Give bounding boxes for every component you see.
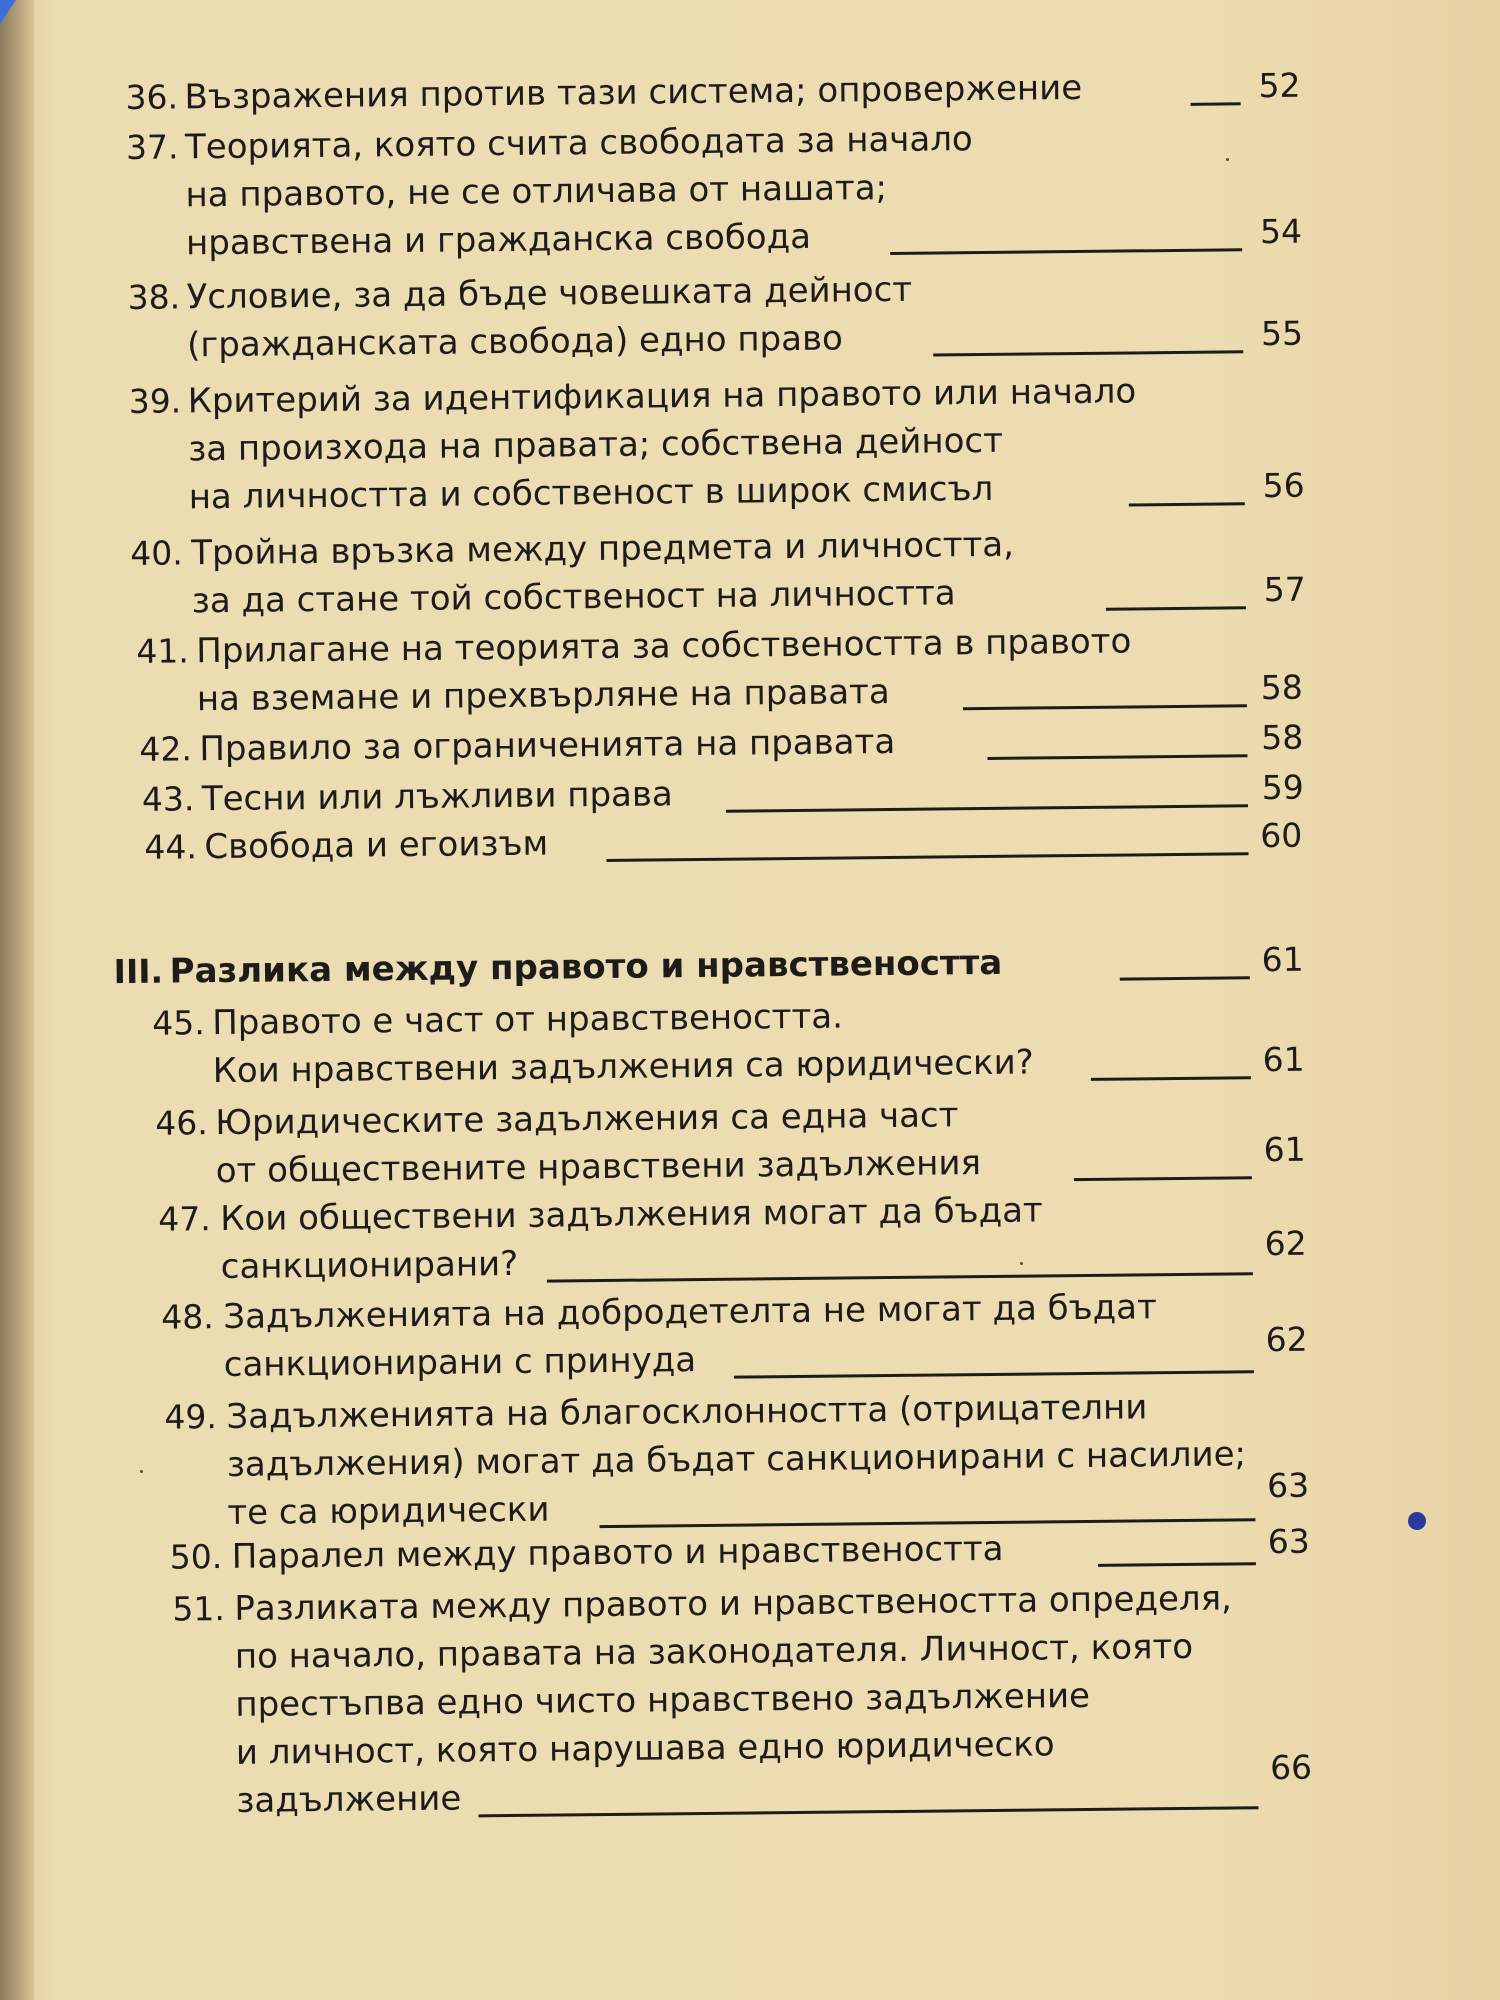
page-number: 55: [1260, 313, 1304, 354]
entry-title: Теорията, която счита свободата за начало на правото, не се отличава от нашата; нравствена и гражданска свобода: [184, 119, 973, 264]
entry-title: Възражения против тази система; опровержение: [184, 67, 1083, 118]
entry-number: 37.: [125, 127, 179, 167]
entry-title: Правило за ограниченията на правата: [199, 721, 896, 770]
entry-title: Правото е част от нравствеността. Кои нравствени задължения са юридически?: [212, 996, 1034, 1092]
entry-title: Тройна връзка между предмета и личността, за да стане той собственост на личността: [191, 524, 1015, 622]
entry-number: 50.: [169, 1537, 223, 1577]
entry-title: Тесни или лъжливи права: [201, 774, 673, 820]
entry-number: 41.: [136, 631, 190, 671]
page-number: 60: [1260, 815, 1303, 856]
entry-number: 36.: [125, 77, 179, 117]
entry-title: Прилагане на теорията за собствеността в правото на вземане и прехвърляне на правата: [196, 621, 1132, 720]
entry-number: 49.: [164, 1397, 218, 1437]
page-number: 58: [1261, 717, 1304, 758]
section-number: III.: [113, 951, 164, 992]
entry-number: 39.: [128, 381, 182, 421]
paper-speck: [1226, 158, 1229, 161]
entry-title: Юридическите задължения са една част от обществените нравствени задължения: [215, 1095, 982, 1192]
entry-title: Условие, за да бъде човешката дейност (гражданската свобода) едно право: [186, 269, 913, 366]
entry-number: 45.: [152, 1003, 205, 1043]
paper-speck: [1020, 1262, 1023, 1265]
entry-number: 40.: [130, 533, 183, 573]
entry-title: Задълженията на благосклонността (отрицателни задължения) могат да бъдат санкционирани с насилие; те са юридически: [226, 1387, 1247, 1533]
toc-section-iii: [0, 934, 1499, 992]
entry-number: 48.: [161, 1297, 214, 1337]
entry-number: 44.: [144, 827, 198, 867]
paper-speck: [140, 1470, 143, 1473]
page-number: 63: [1266, 1465, 1310, 1506]
entry-number: 47.: [158, 1199, 211, 1239]
page-number: 56: [1262, 465, 1305, 506]
page-number: 61: [1263, 1129, 1306, 1170]
entry-number: 42.: [139, 729, 193, 769]
page-number: 59: [1261, 767, 1305, 808]
page-number: 63: [1267, 1521, 1310, 1562]
entry-title: Разликата между правото и нравствеността определя, по начало, правата на законодателя. Личност, която престъпва едно чисто нравствено задължение и личност, която нарушава едно юридическо задължение: [234, 1578, 1233, 1821]
entry-title: Задълженията на добродетелта не могат да бъдат санкционирани с принуда: [223, 1287, 1157, 1386]
page-number: 54: [1259, 211, 1303, 252]
page-number: 66: [1269, 1747, 1313, 1788]
page-number: 61: [1262, 1039, 1305, 1080]
entry-number: 51.: [172, 1589, 226, 1629]
entry-title: Критерий за идентификация на правото или начало за произхода на правата; собствена дейност на личността и собственост в широк смисъл: [187, 371, 1137, 518]
entry-number: 46.: [155, 1103, 208, 1143]
entry-title: Свобода и егоизъм: [204, 823, 549, 868]
dot-leader: [1191, 102, 1241, 106]
page-number: 52: [1258, 65, 1301, 106]
ink-spot: [1408, 1512, 1426, 1530]
entry-number: 43.: [141, 779, 195, 819]
page-number: 58: [1260, 667, 1303, 708]
page-number: 62: [1264, 1223, 1307, 1264]
page-number: 57: [1263, 569, 1306, 610]
entry-title: Кои обществени задължения могат да бъдат санкционирани?: [220, 1190, 1043, 1288]
page-number: 62: [1265, 1319, 1308, 1360]
entry-number: 38.: [127, 277, 181, 317]
entry-title: Паралел между правото и нравствеността: [231, 1528, 1004, 1577]
page-number: 61: [1261, 939, 1304, 980]
toc-entry-36: [0, 60, 1490, 118]
section-title: Разлика между правото и нравствеността: [169, 942, 1003, 992]
